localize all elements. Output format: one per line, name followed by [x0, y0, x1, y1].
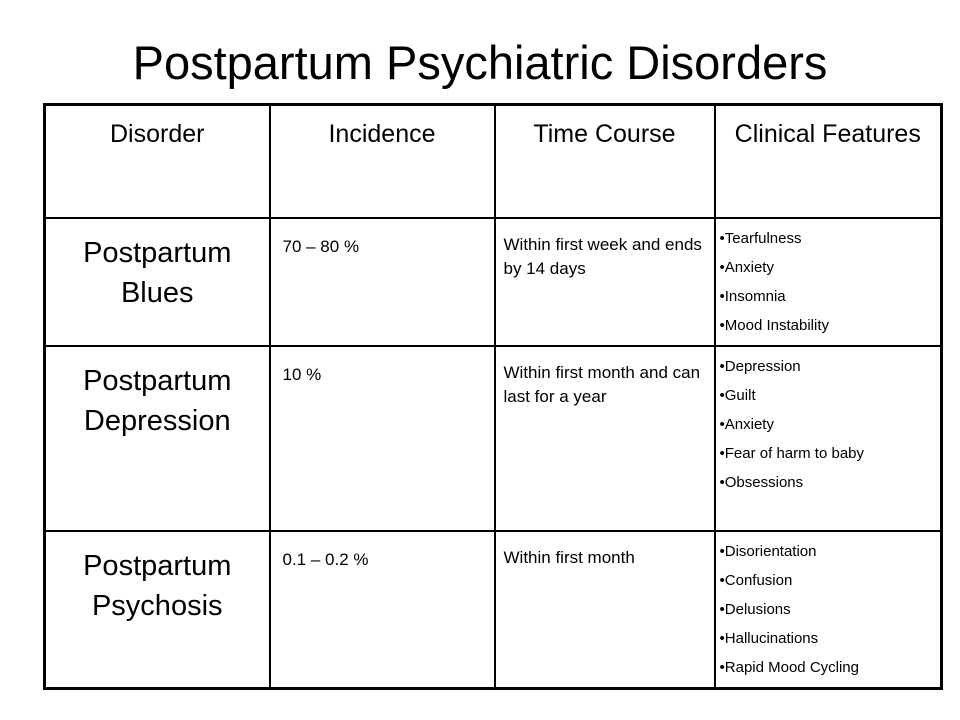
list-item: • Disorientation [720, 542, 937, 561]
disorder-name: Postpartum Blues [45, 218, 270, 346]
time-course-value: Within first week and ends by 14 days [495, 218, 715, 346]
list-item: • Rapid Mood Cycling [720, 658, 937, 677]
disorder-name: Postpartum Psychosis [45, 531, 270, 689]
header-disorder: Disorder [45, 105, 270, 218]
clinical-features-cell [715, 531, 942, 689]
table-header-row [45, 105, 942, 218]
disorder-name: Postpartum Depression [45, 346, 270, 531]
header-time-course: Time Course [495, 105, 715, 218]
features-list [720, 542, 937, 677]
incidence-value: 70 – 80 % [270, 218, 495, 346]
table-row [45, 531, 942, 689]
list-item: • Obsessions [720, 473, 937, 492]
clinical-features-cell [715, 346, 942, 531]
features-list [720, 357, 937, 492]
list-item: • Anxiety [720, 258, 937, 277]
clinical-features-cell [715, 218, 942, 346]
time-course-value: Within first month [495, 531, 715, 689]
header-incidence: Incidence [270, 105, 495, 218]
list-item: • Guilt [720, 386, 937, 405]
slide-title: Postpartum Psychiatric Disorders [132, 36, 828, 89]
list-item: • Fear of harm to baby [720, 444, 937, 463]
table-row [45, 218, 942, 346]
header-clinical-features: Clinical Features [715, 105, 942, 218]
table-row [45, 346, 942, 531]
time-course-value: Within first month and can last for a year [495, 346, 715, 531]
list-item: • Delusions [720, 600, 937, 619]
incidence-value: 0.1 – 0.2 % [270, 531, 495, 689]
disorders-table [43, 103, 943, 690]
features-list [720, 229, 937, 335]
list-item: • Tearfulness [720, 229, 937, 248]
list-item: • Anxiety [720, 415, 937, 434]
list-item: • Hallucinations [720, 629, 937, 648]
list-item: • Mood Instability [720, 316, 937, 335]
list-item: • Depression [720, 357, 937, 376]
list-item: • Confusion [720, 571, 937, 590]
list-item: • Insomnia [720, 287, 937, 306]
incidence-value: 10 % [270, 346, 495, 531]
